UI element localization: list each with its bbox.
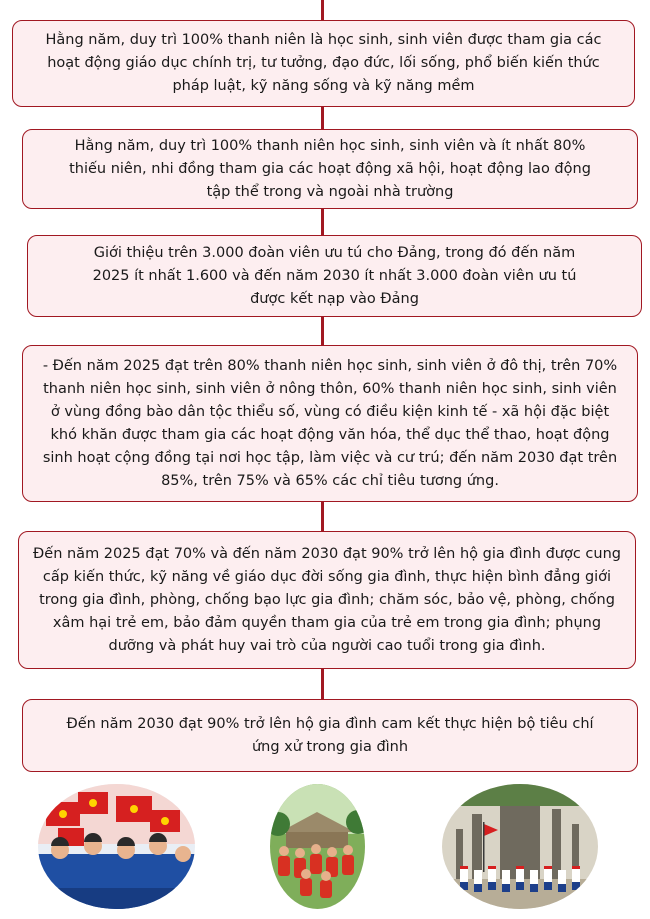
connector-line bbox=[321, 107, 324, 129]
target-text: Đến năm 2025 đạt 70% và đến năm 2030 đạt 90% trở lên hộ gia đình được cung cấp kiến thức, kỹ năng về giáo dục đời sống gia đình, thực hiện bình đẳng giới trong gia đình, phòng, chống bạo lực gia đình; chăm sóc, bảo vệ, phòng, chống xâm hại trẻ em, bảo đảm quyền tham gia của trẻ em trong gia đình; phụng dưỡng và phát huy vai trò của người cao tuổi trong gia đình. bbox=[33, 545, 621, 654]
connector-line bbox=[321, 502, 324, 531]
target-text: Giới thiệu trên 3.000 đoàn viên ưu tú cho Đảng, trong đó đến năm 2025 ít nhất 1.600 và đến năm 2030 ít nhất 3.000 đoàn viên ưu tú được kết nạp vào Đảng bbox=[92, 244, 577, 307]
target-text: - Đến năm 2025 đạt trên 80% thanh niên học sinh, sinh viên ở đô thị, trên 70% thanh niên học sinh, sinh viên ở nông thôn, 60% thanh niên học sinh, sinh viên ở vùng đồng bào dân tộc thiểu số, vùng có điều kiện kinh tế - xã hội đặc biệt khó khăn được tham gia các hoạt động văn hóa, thể dục thể thao, hoạt động sinh hoạt cộng đồng tại nơi học tập, làm việc và cư trú; đến năm 2030 đạt trên 85%, trên 75% và 65% các chỉ tiêu tương ứng. bbox=[42, 357, 618, 489]
target-box bbox=[22, 129, 638, 209]
youth-flags-photo bbox=[38, 784, 195, 909]
connector-line bbox=[321, 209, 324, 235]
connector-line bbox=[321, 317, 324, 345]
connector-line bbox=[321, 669, 324, 699]
target-box bbox=[27, 235, 642, 317]
connector-line bbox=[321, 0, 324, 20]
target-box bbox=[18, 531, 636, 669]
red-shirts-camp-photo bbox=[270, 784, 365, 909]
target-text: Đến năm 2030 đạt 90% trở lên hộ gia đình cam kết thực hiện bộ tiêu chí ứng xử trong gia đình bbox=[66, 715, 594, 755]
target-text: Hằng năm, duy trì 100% thanh niên là học sinh, sinh viên được tham gia các hoạt động giáo dục chính trị, tư tưởng, đạo đức, lối sống, phổ biến kiến thức pháp luật, kỹ năng sống và kỹ năng mềm bbox=[45, 32, 602, 94]
target-box bbox=[22, 699, 638, 772]
target-text: Hằng năm, duy trì 100% thanh niên học sinh, sinh viên và ít nhất 80% thiếu niên, nhi đồng tham gia các hoạt động xã hội, hoạt động lao động tập thể trong và ngoài nhà trường bbox=[69, 137, 591, 200]
target-box bbox=[22, 345, 638, 502]
children-banyan-tree-photo bbox=[442, 784, 598, 909]
target-box bbox=[12, 20, 635, 107]
